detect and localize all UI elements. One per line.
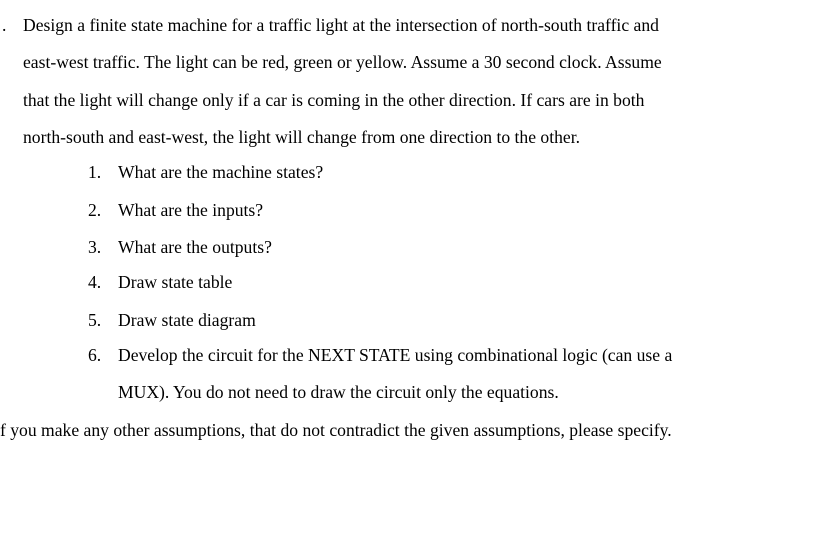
question-text: What are the inputs? [118,200,264,220]
question-item [88,310,256,330]
question-text: Draw state diagram [118,310,256,330]
question-number: 2. [88,200,102,220]
question-text: Draw state table [118,272,233,292]
question-number: 6. [88,345,102,365]
footer-note: f you make any other assumptions, that do not contradict the given assumptions, please specify. [0,420,672,440]
paragraph-line: that the light will change only if a car is coming in the other direction. If cars are in both [23,90,645,110]
question-number: 5. [88,310,102,330]
paragraph-line: north-south and east-west, the light will change from one direction to the other. [23,127,580,147]
question-item [88,162,323,182]
paragraph-line: Design a finite state machine for a traffic light at the intersection of north-south traffic and [23,15,659,35]
question-item [88,237,272,257]
question-number: 1. [88,162,102,182]
question-number: 3. [88,237,102,257]
question-text: What are the machine states? [118,162,324,182]
question-continuation: MUX). You do not need to draw the circuit only the equations. [118,382,559,402]
question-text: What are the outputs? [118,237,272,257]
question-item [88,200,263,220]
question-item [88,272,232,292]
question-number: 4. [88,272,102,292]
problem-number-mark: . [2,15,7,35]
question-text: Develop the circuit for the NEXT STATE using combinational logic (can use a [118,345,673,365]
paragraph-line: east-west traffic. The light can be red, green or yellow. Assume a 30 second clock. Assume [23,52,662,72]
question-item [88,345,672,365]
